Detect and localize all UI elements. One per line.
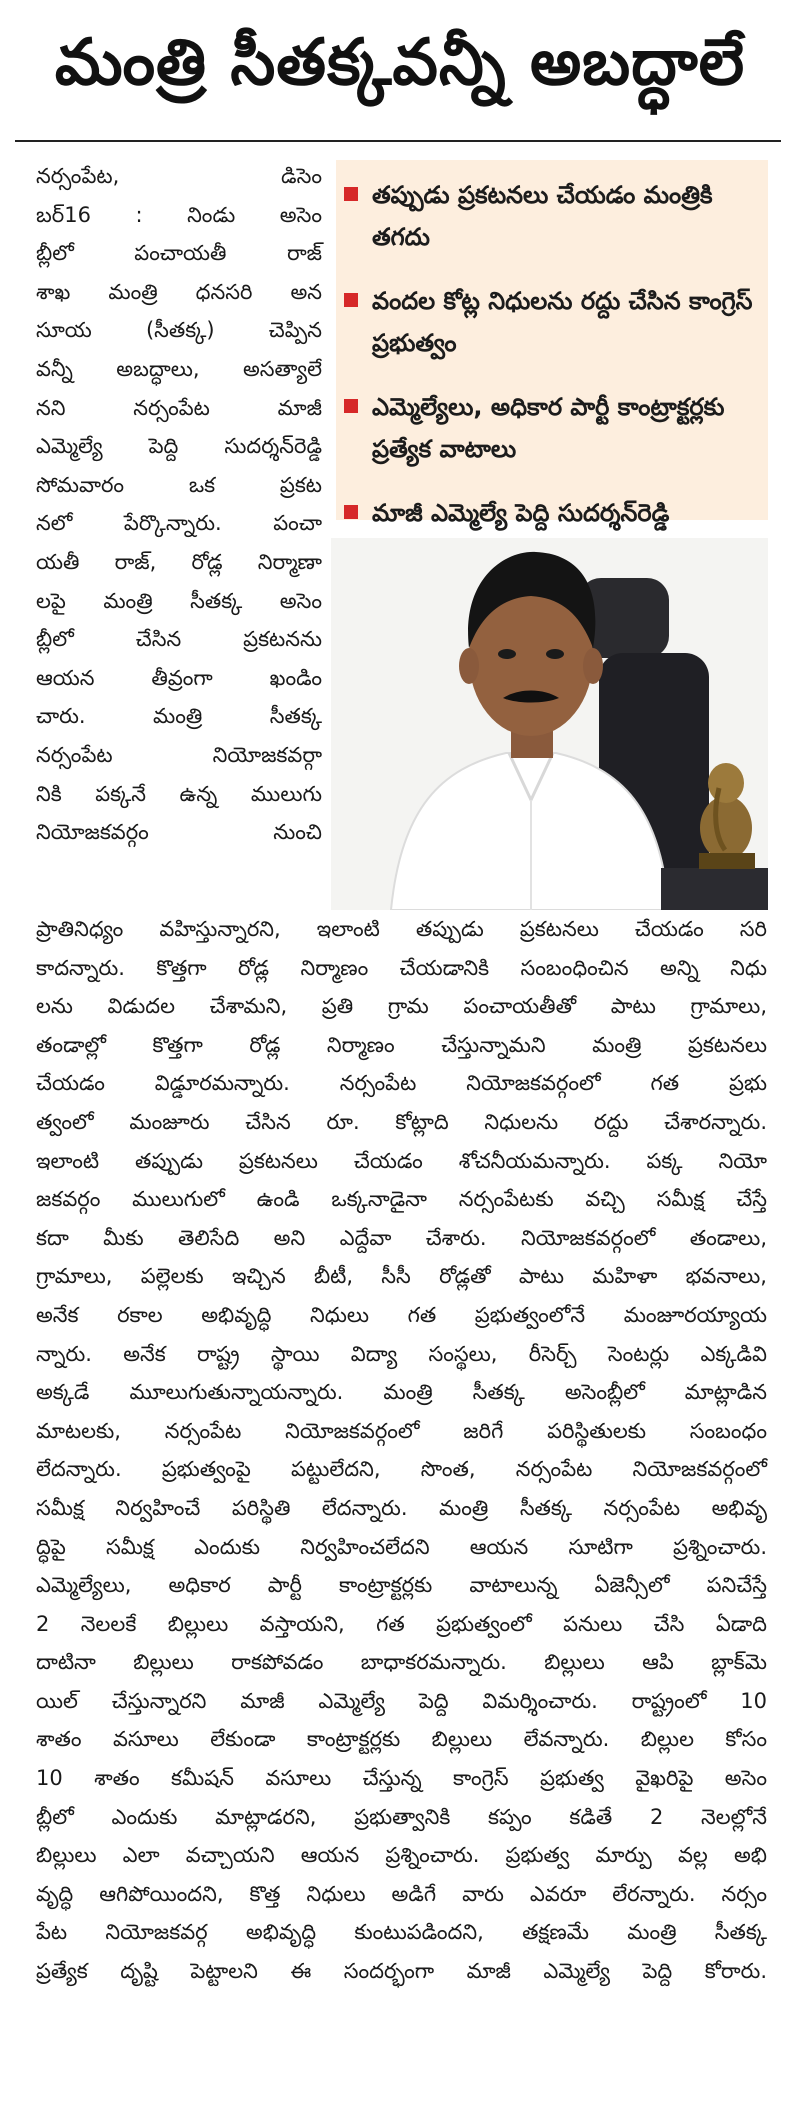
article-line: ప్రాతినిధ్యం వహిస్తున్నారని, ఇలాంటి తప్పుడు ప్రకటనలు చేయడం సరి (36, 917, 767, 941)
article-line: కాదన్నారు. కొత్తగా రోడ్ల నిర్మాణం చేయడానికి సంబంధించిన అన్ని నిధు (36, 955, 767, 980)
article-line: నర్సంపేట నియోజకవర్గా (36, 742, 322, 767)
highlight-text: తప్పుడు ప్రకటనలు చేయడం మంత్రికి తగదు (372, 181, 713, 251)
article-line: సమీక్ష నిర్వహించే పరిస్థితి లేదన్నారు. మంత్రి సీతక్క నర్సంపేట అభివృ (36, 1495, 767, 1520)
highlight-item (344, 386, 760, 470)
article-line: వన్నీ అబద్ధాలు, అసత్యాలే (36, 356, 322, 381)
article-line: తండాల్లో కొత్తగా రోడ్ల నిర్మాణం చేస్తున్నామని మంత్రి ప్రకటనలు (36, 1032, 767, 1057)
article-line: సోమవారం ఒక ప్రకట (36, 472, 322, 497)
article-line: ఆయన తీవ్రంగా ఖండిం (36, 665, 322, 690)
article-line: పేట నియోజకవర్గ అభివృద్ధి కుంటుపడిందని, తక్షణమే మంత్రి సీతక్క (36, 1920, 767, 1945)
highlight-item (344, 280, 760, 364)
photo-illustration (331, 538, 768, 910)
bullet-square-icon (344, 187, 358, 201)
highlight-item (344, 492, 760, 534)
article-line: జకవర్గం ములుగులో ఉండి ఒక్కనాడైనా నర్సంపేటకు వచ్చి సమీక్ష చేస్తే (36, 1187, 767, 1212)
article-line: చారు. మంత్రి సీతక్క (36, 704, 322, 729)
article-body (36, 910, 767, 1991)
article-line: బ్లీలో పంచాయతీ రాజ్ (36, 241, 322, 266)
article-line: నలో పేర్కొన్నారు. పంచా (36, 511, 322, 536)
article-line: బ్లీలో చేసిన ప్రకటనను (36, 627, 322, 652)
bullet-square-icon (344, 293, 358, 307)
article-line: నికి పక్కనే ఉన్న ములుగు (36, 781, 322, 806)
article-line: బిల్లులు ఎలా వచ్చాయని ఆయన ప్రశ్నించారు. ప్రభుత్వ మార్పు వల్ల అభి (36, 1843, 767, 1868)
article-line: ద్ధిపై సమీక్ష ఎందుకు నిర్వహించలేదని ఆయన సూటిగా ప్రశ్నించారు. (36, 1534, 767, 1559)
article-line: నని నర్సంపేట మాజీ (36, 395, 322, 420)
article-line: శాఖ మంత్రి ధనసరి అన (36, 279, 322, 304)
article-line: అక్కడే మూలుగుతున్నాయన్నారు. మంత్రి సీతక్క అసెంబ్లీలో మాట్లాడిన (36, 1380, 767, 1405)
article-line: ప్రత్యేక దృష్టి పెట్టాలని ఈ సందర్భంగా మాజీ ఎమ్మెల్యే పెద్ది కోరారు. (36, 1959, 767, 1984)
article-line: యతీ రాజ్, రోడ్ల నిర్మాణా (36, 549, 322, 574)
article-line: చేయడం విడ్డూరమన్నారు. నర్సంపేట నియోజకవర్గంలో గత ప్రభు (36, 1071, 767, 1096)
highlight-item (344, 174, 760, 258)
headline-band (0, 0, 800, 140)
man-in-office-photo (331, 538, 768, 910)
article-line: ఎమ్మెల్యే పెద్ది సుదర్శన్‌రెడ్డి (36, 434, 322, 459)
highlights-box (336, 160, 768, 527)
highlight-text: ఎమ్మెల్యేలు, అధికార పార్టీ కాంట్రాక్టర్లకు ప్రత్యేక వాటాలు (372, 393, 725, 463)
highlight-text: మాజీ ఎమ్మెల్యే పెద్ది సుదర్శన్‌రెడ్డి (372, 499, 670, 527)
article-line: న్నారు. అనేక రాష్ట్ర స్థాయి విద్యా సంస్థలు, రీసెర్చ్ సెంటర్లు ఎక్కడివి (36, 1341, 767, 1366)
article-line: నర్సంపేట, డిసెం (36, 164, 322, 188)
article-line: నియోజకవర్గం నుంచి (36, 820, 322, 845)
article-line: మాటలకు, నర్సంపేట నియోజకవర్గంలో జరిగే పరిస్థితులకు సంబంధం (36, 1418, 767, 1443)
article-line: దాటినా బిల్లులు రాకపోవడం బాధాకరమన్నారు. బిల్లులు ఆపి బ్లాక్‌మె (36, 1650, 767, 1675)
article-line: బర్16 : నిండు అసెం (36, 202, 322, 227)
article-line: లేదన్నారు. ప్రభుత్వంపై పట్టులేదని, సొంత, నర్సంపేట నియోజకవర్గంలో (36, 1457, 767, 1482)
article-line: శాతం వసూలు లేకుండా కాంట్రాక్టర్లకు బిల్లులు లేవన్నారు. బిల్లుల కోసం (36, 1727, 767, 1752)
highlight-text: వందల కోట్ల నిధులను రద్దు చేసిన కాంగ్రెస్ ప్రభుత్వం (372, 287, 753, 357)
article-line: సూయ (సీతక్క) చెప్పిన (36, 318, 322, 343)
bullet-square-icon (344, 399, 358, 413)
article-line: బ్లీలో ఎందుకు మాట్లాడరని, ప్రభుత్వానికి కప్పం కడితే 2 నెలల్లోనే (36, 1804, 767, 1829)
article-line: 10 శాతం కమీషన్ వసూలు చేస్తున్న కాంగ్రెస్ ప్రభుత్వ వైఖరిపై అసెం (36, 1766, 767, 1791)
article-line: కదా మీకు తెలిసేది అని ఎద్దేవా చేశారు. నియోజకవర్గంలో తండాలు, (36, 1225, 767, 1250)
article-line: యిల్ చేస్తున్నారని మాజీ ఎమ్మెల్యే పెద్ది విమర్శించారు. రాష్ట్రంలో 10 (36, 1688, 767, 1713)
article-line: ఇలాంటి తప్పుడు ప్రకటనలు చేయడం శోచనీయమన్నారు. పక్క నియో (36, 1148, 767, 1173)
article-line: త్వంలో మంజూరు చేసిన రూ. కోట్లాది నిధులను రద్దు చేశారన్నారు. (36, 1109, 767, 1134)
bullet-square-icon (344, 505, 358, 519)
article-line: గ్రామాలు, పల్లెలకు ఇచ్చిన బీటీ, సీసీ రోడ్లతో పాటు మహిళా భవనాలు, (36, 1264, 767, 1289)
headline-rule (15, 140, 781, 142)
left-column (36, 157, 322, 852)
headline: మంత్రి సీతక్కవన్నీ అబద్ధాలే (54, 25, 746, 100)
article-line: లను విడుదల చేశామని, ప్రతి గ్రామ పంచాయతీతో పాటు గ్రామాలు, (36, 994, 767, 1019)
article-line: ఎమ్మెల్యేలు, అధికార పార్టీ కాంట్రాక్టర్లకు వాటాలున్న ఏజెన్సీలో పనిచేస్తే (36, 1573, 767, 1598)
article-line: లపై మంత్రి సీతక్క అసెం (36, 588, 322, 613)
article-line: అనేక రకాల అభివృద్ధి నిధులు గత ప్రభుత్వంలోనే మంజూరయ్యాయ (36, 1302, 767, 1327)
article-line: 2 నెలలకే బిల్లులు వస్తాయని, గత ప్రభుత్వంలో పనులు చేసి ఏడాది (36, 1611, 767, 1636)
article-line: వృద్ధి ఆగిపోయిందని, కొత్త నిధులు అడిగే వారు ఎవరూ లేరన్నారు. నర్సం (36, 1881, 767, 1906)
